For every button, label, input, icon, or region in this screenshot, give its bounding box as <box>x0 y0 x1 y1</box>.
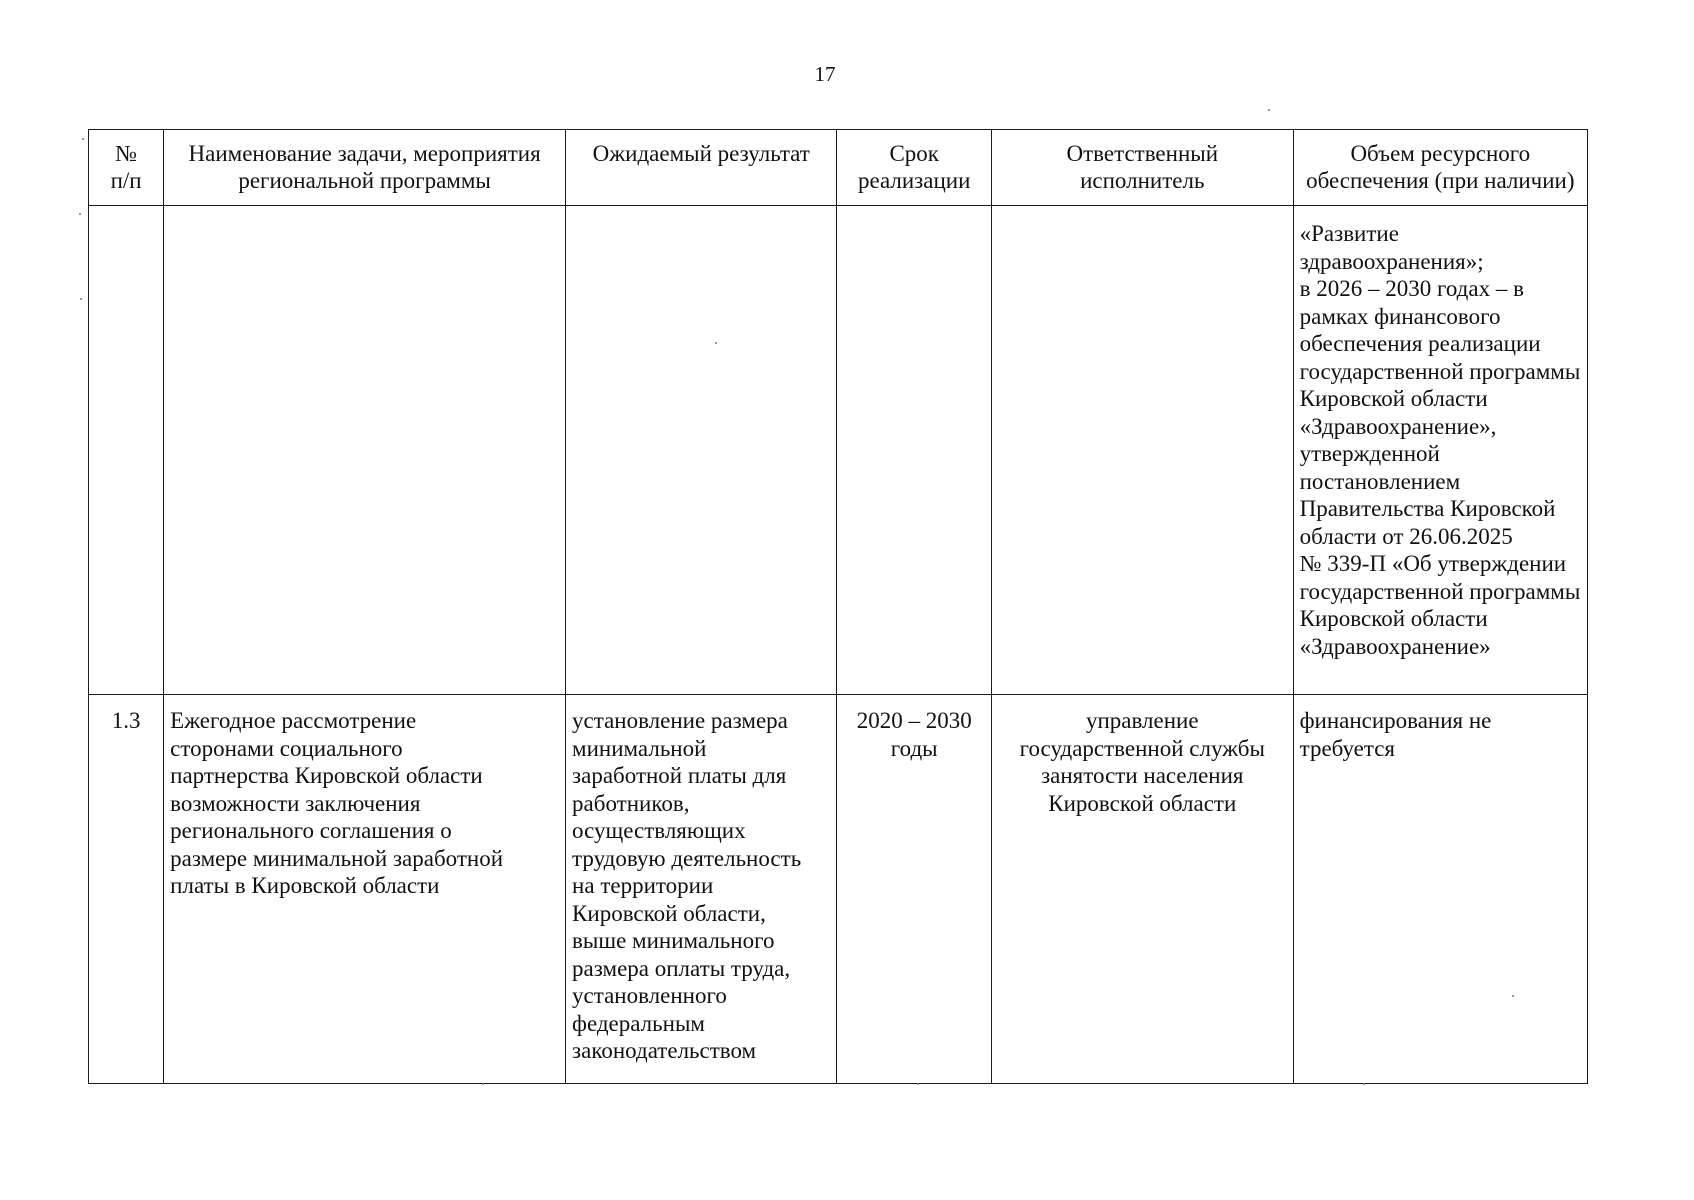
header-task-name: Наименование задачи, мероприятия региональной программы <box>164 130 566 206</box>
scan-speck <box>1512 995 1514 997</box>
cell-executor: управление государственной службы занятости населения Кировской области <box>991 695 1293 1084</box>
header-resources: Объем ресурсного обеспечения (при наличии) <box>1293 130 1587 206</box>
header-expected-result: Ожидаемый результат <box>566 130 837 206</box>
scan-speck <box>1268 109 1270 111</box>
header-executor: Ответственный исполнитель <box>991 130 1293 206</box>
header-number: № п/п <box>89 130 164 206</box>
scan-speck <box>79 213 81 215</box>
cell-number: 1.3 <box>89 695 164 1084</box>
cell-resources: финансирования не требуется <box>1293 695 1587 1084</box>
scan-speck <box>917 1083 919 1085</box>
cell-task-name: Ежегодное рассмотрение сторонами социального партнерства Кировской области возможности заключения регионального соглашения о размере минимальной заработной платы в Кировской области <box>164 695 566 1084</box>
cell-term <box>837 206 991 695</box>
cell-task-name <box>164 206 566 695</box>
cell-term: 2020 – 2030 годы <box>837 695 991 1084</box>
scan-speck <box>482 1083 484 1085</box>
cell-expected-result: установление размера минимальной заработной платы для работников, осуществляющих трудовую деятельность на территории Кировской области, выше минимального размера оплаты труда, установленного федеральным законодательством <box>566 695 837 1084</box>
program-table <box>88 129 1588 1084</box>
table-row <box>89 695 1588 1084</box>
scan-speck <box>715 342 717 344</box>
cell-resources: «Развитие здравоохранения»; в 2026 – 2030 годах – в рамках финансового обеспечения реализации государственной программы Кировской области «Здравоохранение», утвержденной постановлением Правительства Кировской области от 26.06.2025 № 339-П «Об утверждении государственной программы Кировской области «Здравоохранение» <box>1293 206 1587 695</box>
table-row <box>89 206 1588 695</box>
scan-speck <box>82 138 84 140</box>
cell-number <box>89 206 164 695</box>
cell-executor <box>991 206 1293 695</box>
header-term: Срок реализации <box>837 130 991 206</box>
scan-speck <box>80 298 82 300</box>
header-row <box>89 130 1588 206</box>
scan-speck <box>1363 1083 1365 1085</box>
cell-expected-result <box>566 206 837 695</box>
page-number: 17 <box>814 62 836 86</box>
table-header <box>89 130 1588 206</box>
